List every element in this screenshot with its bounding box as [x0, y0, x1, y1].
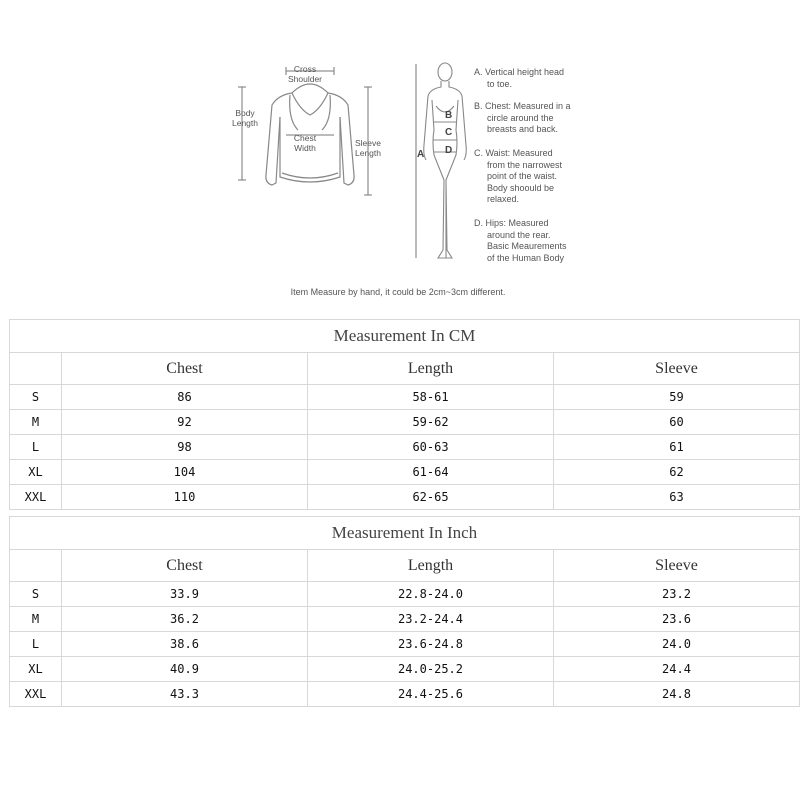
note-b-line2: circle around the: [487, 112, 554, 123]
inch-header-sleeve: Sleeve: [554, 550, 800, 582]
note-d-line2: around the rear.: [487, 229, 551, 240]
chest-cell: 110: [62, 485, 308, 510]
table-row: [10, 682, 800, 707]
sleeve-cell: 23.6: [554, 607, 800, 632]
chest-width-label: [285, 133, 325, 153]
cm-header-row: [10, 353, 800, 385]
note-a-line1: A. Vertical height head: [474, 67, 565, 77]
measurement-diagram: [0, 0, 810, 305]
chest-cell: 33.9: [62, 582, 308, 607]
size-cell: XXL: [10, 682, 62, 707]
note-d: [474, 218, 594, 264]
table-row: [10, 657, 800, 682]
table-row: [10, 607, 800, 632]
length-cell: 24.4-25.6: [308, 682, 554, 707]
body-length-line2: Length: [232, 118, 258, 128]
chest-cell: 86: [62, 385, 308, 410]
note-a: [474, 67, 594, 90]
note-d-line3: Basic Meaurements: [487, 241, 567, 252]
table-row: [10, 582, 800, 607]
note-c: [474, 148, 594, 206]
sleeve-cell: 24.0: [554, 632, 800, 657]
table-row: [10, 385, 800, 410]
size-cell: S: [10, 582, 62, 607]
sleeve-cell: 63: [554, 485, 800, 510]
sleeve-length-line2: Length: [355, 148, 381, 158]
length-cell: 23.2-24.4: [308, 607, 554, 632]
letter-c: C: [445, 127, 453, 138]
letter-a: A: [417, 149, 425, 160]
cm-table-title: Measurement In CM: [10, 320, 800, 353]
chest-width-line2: Width: [294, 143, 316, 153]
body-length-line1: Body: [235, 108, 255, 118]
inch-header-chest: Chest: [62, 550, 308, 582]
size-cell: XL: [10, 460, 62, 485]
sleeve-cell: 61: [554, 435, 800, 460]
note-c-line3: point of the waist.: [487, 171, 558, 182]
letter-d: D: [445, 145, 453, 156]
cm-header-chest: Chest: [62, 353, 308, 385]
note-b: [474, 101, 594, 136]
note-d-line4: of the Human Body: [487, 252, 565, 263]
cm-header-sleeve: Sleeve: [554, 353, 800, 385]
table-row: [10, 632, 800, 657]
chest-width-line1: Chest: [293, 133, 317, 143]
human-body-icon: [410, 60, 480, 265]
cm-header-length: Length: [308, 353, 554, 385]
size-cell: XL: [10, 657, 62, 682]
length-cell: 61-64: [308, 460, 554, 485]
chest-cell: 104: [62, 460, 308, 485]
length-cell: 23.6-24.8: [308, 632, 554, 657]
chest-cell: 36.2: [62, 607, 308, 632]
sleeve-cell: 60: [554, 410, 800, 435]
note-b-line1: B. Chest: Measured in a: [474, 101, 571, 111]
sleeve-cell: 23.2: [554, 582, 800, 607]
letter-b: B: [445, 110, 453, 121]
length-cell: 58-61: [308, 385, 554, 410]
inch-header-row: [10, 550, 800, 582]
note-c-line2: from the narrowest: [487, 159, 563, 170]
table-row: [10, 460, 800, 485]
sleeve-length-line1: Sleeve: [355, 138, 381, 148]
sleeve-cell: 62: [554, 460, 800, 485]
body-length-label: [225, 108, 265, 128]
note-b-line3: breasts and back.: [487, 124, 559, 135]
chest-cell: 38.6: [62, 632, 308, 657]
note-c-line4: Body shoould be: [487, 182, 555, 193]
note-d-line1: D. Hips: Measured: [474, 218, 549, 228]
size-cell: XXL: [10, 485, 62, 510]
sleeve-cell: 24.8: [554, 682, 800, 707]
chest-cell: 40.9: [62, 657, 308, 682]
sleeve-length-label: [348, 138, 388, 158]
size-cell: M: [10, 607, 62, 632]
cm-size-table: [9, 319, 800, 510]
table-row: [10, 435, 800, 460]
sleeve-cell: 24.4: [554, 657, 800, 682]
note-c-line5: relaxed.: [487, 194, 520, 205]
measure-caption: Item Measure by hand, it could be 2cm~3cm different.: [290, 287, 506, 297]
length-cell: 59-62: [308, 410, 554, 435]
inch-table-title: Measurement In Inch: [10, 517, 800, 550]
sleeve-cell: 59: [554, 385, 800, 410]
size-cell: L: [10, 435, 62, 460]
length-cell: 24.0-25.2: [308, 657, 554, 682]
length-cell: 62-65: [308, 485, 554, 510]
chest-cell: 98: [62, 435, 308, 460]
length-cell: 22.8-24.0: [308, 582, 554, 607]
inch-size-table: [9, 516, 800, 707]
size-cell: M: [10, 410, 62, 435]
size-cell: L: [10, 632, 62, 657]
cm-header-size: [10, 353, 62, 385]
cross-shoulder-line1: Cross: [293, 64, 317, 74]
note-c-line1: C. Waist: Measured: [474, 148, 553, 158]
cross-shoulder-label: [282, 64, 328, 84]
inch-header-size: [10, 550, 62, 582]
table-row: [10, 410, 800, 435]
inch-header-length: Length: [308, 550, 554, 582]
cross-shoulder-line2: Shoulder: [287, 74, 323, 84]
size-cell: S: [10, 385, 62, 410]
chest-cell: 43.3: [62, 682, 308, 707]
chest-cell: 92: [62, 410, 308, 435]
note-a-line2: to toe.: [487, 78, 513, 89]
length-cell: 60-63: [308, 435, 554, 460]
table-row: [10, 485, 800, 510]
